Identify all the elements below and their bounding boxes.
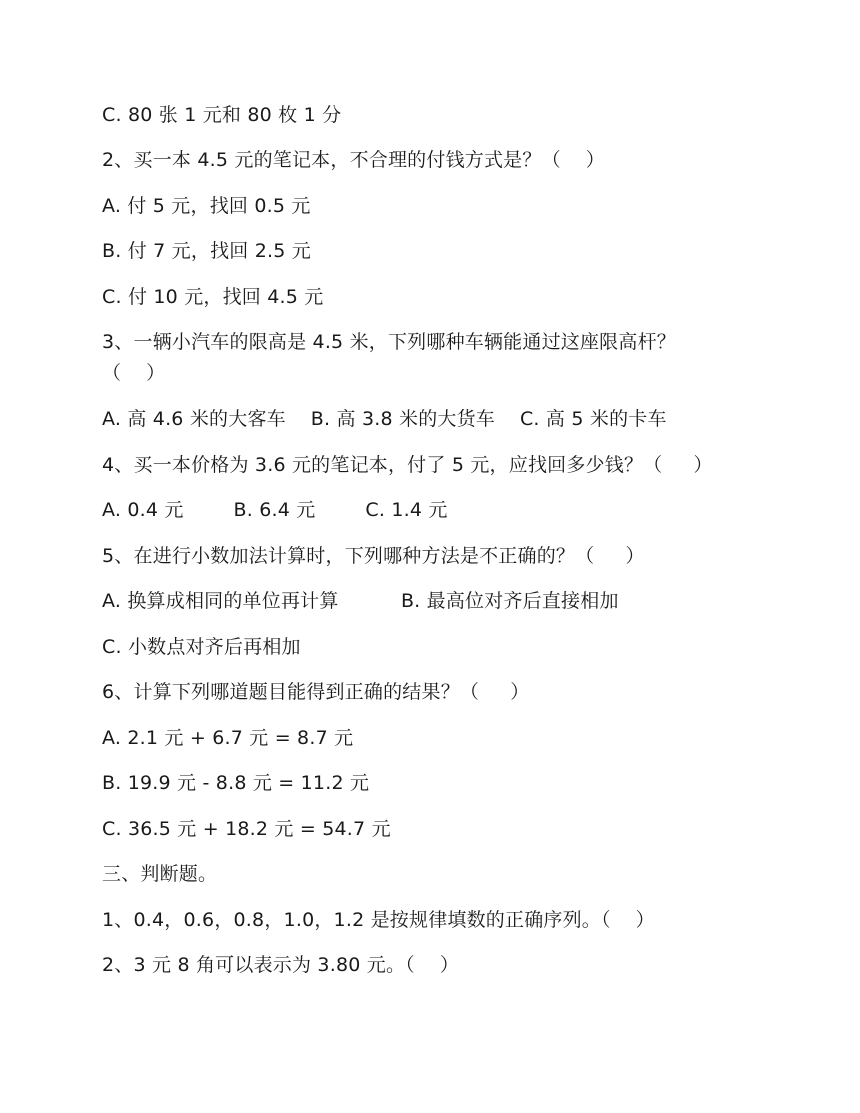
option-c-q5: C. 小数点对齐后再相加 <box>102 636 301 658</box>
question-3: 3、一辆小汽车的限高是 4.5 米，下列哪种车辆能通过这座限高杆？ <box>102 331 676 353</box>
options-q4: A. 0.4 元 B. 6.4 元 C. 1.4 元 <box>102 499 448 521</box>
option-b-q6: B. 19.9 元 - 8.8 元 = 11.2 元 <box>102 772 370 794</box>
options-ab-q5: A. 换算成相同的单位再计算 B. 最高位对齐后直接相加 <box>102 590 619 612</box>
true-false-item-2: 2、3 元 8 角可以表示为 3.80 元。（ ） <box>102 954 460 976</box>
option-a-q2: A. 付 5 元，找回 0.5 元 <box>102 195 311 217</box>
section-heading-true-false: 三、判断题。 <box>102 863 218 885</box>
question-4: 4、买一本价格为 3.6 元的笔记本，付了 5 元，应找回多少钱？（ ） <box>102 454 713 476</box>
option-a-q6: A. 2.1 元 + 6.7 元 = 8.7 元 <box>102 727 354 749</box>
option-b-q2: B. 付 7 元，找回 2.5 元 <box>102 240 311 262</box>
option-c-q2: C. 付 10 元，找回 4.5 元 <box>102 286 324 308</box>
option-c-q6: C. 36.5 元 + 18.2 元 = 54.7 元 <box>102 818 391 840</box>
options-q3: A. 高 4.6 米的大客车 B. 高 3.8 米的大货车 C. 高 5 米的卡车 <box>102 408 667 430</box>
question-2: 2、买一本 4.5 元的笔记本，不合理的付钱方式是？（ ） <box>102 149 605 171</box>
question-5: 5、在进行小数加法计算时，下列哪种方法是不正确的？（ ） <box>102 545 645 567</box>
true-false-item-1: 1、0.4，0.6，0.8，1.0，1.2 是按规律填数的正确序列。（ ） <box>102 909 655 931</box>
option-c-q1: C. 80 张 1 元和 80 枚 1 分 <box>102 104 342 126</box>
question-6: 6、计算下列哪道题目能得到正确的结果？（ ） <box>102 681 530 703</box>
question-3-answer-bracket: （ ） <box>102 362 166 384</box>
